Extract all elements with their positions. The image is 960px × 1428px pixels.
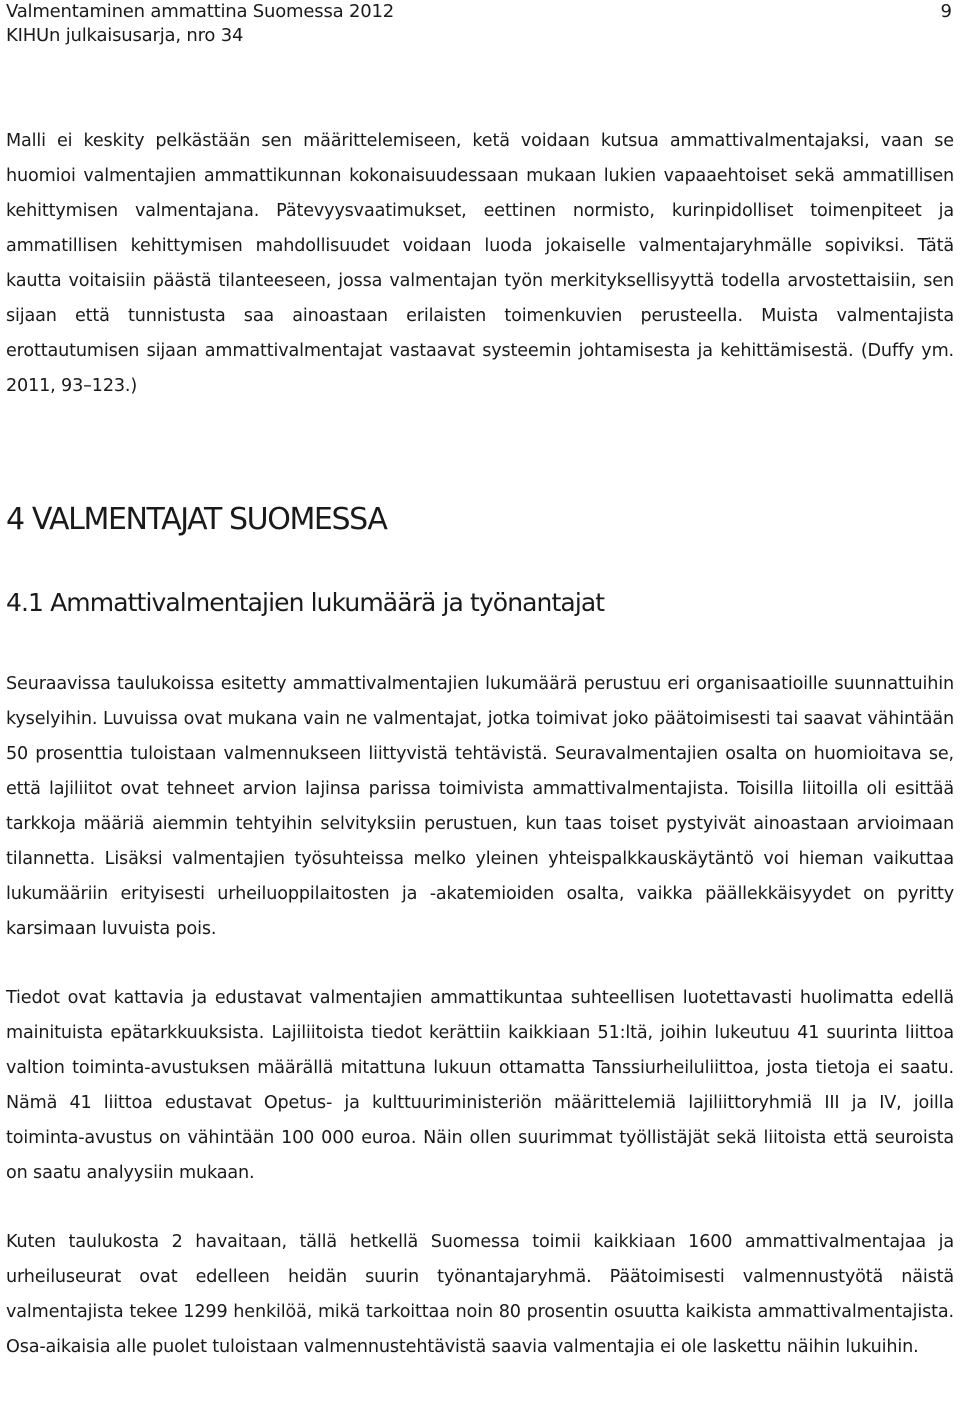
section-heading: 4.1 Ammattivalmentajien lukumäärä ja työnantajat <box>6 588 605 617</box>
publication-series: KIHUn julkaisusarja, nro 34 <box>6 25 244 46</box>
body-paragraph-1: Malli ei keskity pelkästään sen määrittelemiseen, ketä voidaan kutsua ammattivalmentajaksi, vaan se huomioi valmentajien ammattikunnan kokonaisuudessaan mukaan lukien vapaaehtoiset sekä ammatillisen kehittymisen valmentajana. Pätevyysvaatimukset, eettinen normisto, kurinpidolliset toimenpiteet ja ammatillisen kehittymisen mahdollisuudet voidaan luoda jokaiselle valmentajaryhmälle sopiviksi. Tätä kautta voitaisiin päästä tilanteeseen, jossa valmentajan työn merkityksellisyyttä todella arvostettaisiin, sen sijaan että tunnistusta saa ainoastaan erilaisten toimenkuvien perusteella. Muista valmentajista erottautumisen sijaan ammattivalmentajat vastaavat systeemin johtamisesta ja kehittämisestä. (Duffy ym. 2011, 93–123.) <box>6 131 954 396</box>
page-number: 9 <box>940 1 952 22</box>
publication-title: Valmentaminen ammattina Suomessa 2012 <box>6 1 394 22</box>
running-header <box>6 0 954 60</box>
chapter-heading: 4 VALMENTAJAT SUOMESSA <box>6 502 387 537</box>
page-content <box>6 124 954 1365</box>
body-paragraph-2: Seuraavissa taulukoissa esitetty ammattivalmentajien lukumäärä perustuu eri organisaatioille suunnattuihin kyselyihin. Luvuissa ovat mukana vain ne valmentajat, jotka toimivat joko päätoimisesti tai saavat vähintään 50 prosenttia tuloistaan valmennukseen liittyvistä tehtävistä. Seuravalmentajien osalta on huomioitava se, että lajiliitot ovat tehneet arvion lajinsa parissa toimivista ammattivalmentajista. Toisilla liitoilla oli esittää tarkkoja määriä aiemmin tehtyihin selvityksiin perustuen, kun taas toiset pystyivät ainoastaan arvioimaan tilannetta. Lisäksi valmentajien työsuhteissa melko yleinen yhteispalkkauskäytäntö voi hieman vaikuttaa lukumääriin erityisesti urheiluoppilaitosten ja -akatemioiden osalta, vaikka päällekkäisyydet on pyritty karsimaan luvuista pois. <box>6 674 954 939</box>
body-paragraph-4: Kuten taulukosta 2 havaitaan, tällä hetkellä Suomessa toimii kaikkiaan 1600 ammattivalmentajaa ja urheiluseurat ovat edelleen heidän suurin työnantajaryhmä. Päätoimisesti valmennustyötä näistä valmentajista tekee 1299 henkilöä, mikä tarkoittaa noin 80 prosentin osuutta kaikista ammattivalmentajista. Osa-aikaisia alle puolet tuloistaan valmennustehtävistä saavia valmentajia ei ole laskettu näihin lukuihin. <box>6 1232 954 1357</box>
body-paragraph-3: Tiedot ovat kattavia ja edustavat valmentajien ammattikuntaa suhteellisen luotettavasti huolimatta edellä mainituista epätarkkuuksista. Lajiliitoista tiedot kerättiin kaikkiaan 51:ltä, joihin lukeutuu 41 suurinta liittoa valtion toiminta-avustuksen määrällä mitattuna lukuun ottamatta Tanssiurheiluliittoa, josta tietoja ei saatu. Nämä 41 liittoa edustavat Opetus- ja kulttuuriministeriön määrittelemiä lajiliittoryhmiä III ja IV, joilla toiminta-avustus on vähintään 100 000 euroa. Näin ollen suurimmat työllistäjät sekä liitoista että seuroista on saatu analyysiin mukaan. <box>6 988 954 1183</box>
